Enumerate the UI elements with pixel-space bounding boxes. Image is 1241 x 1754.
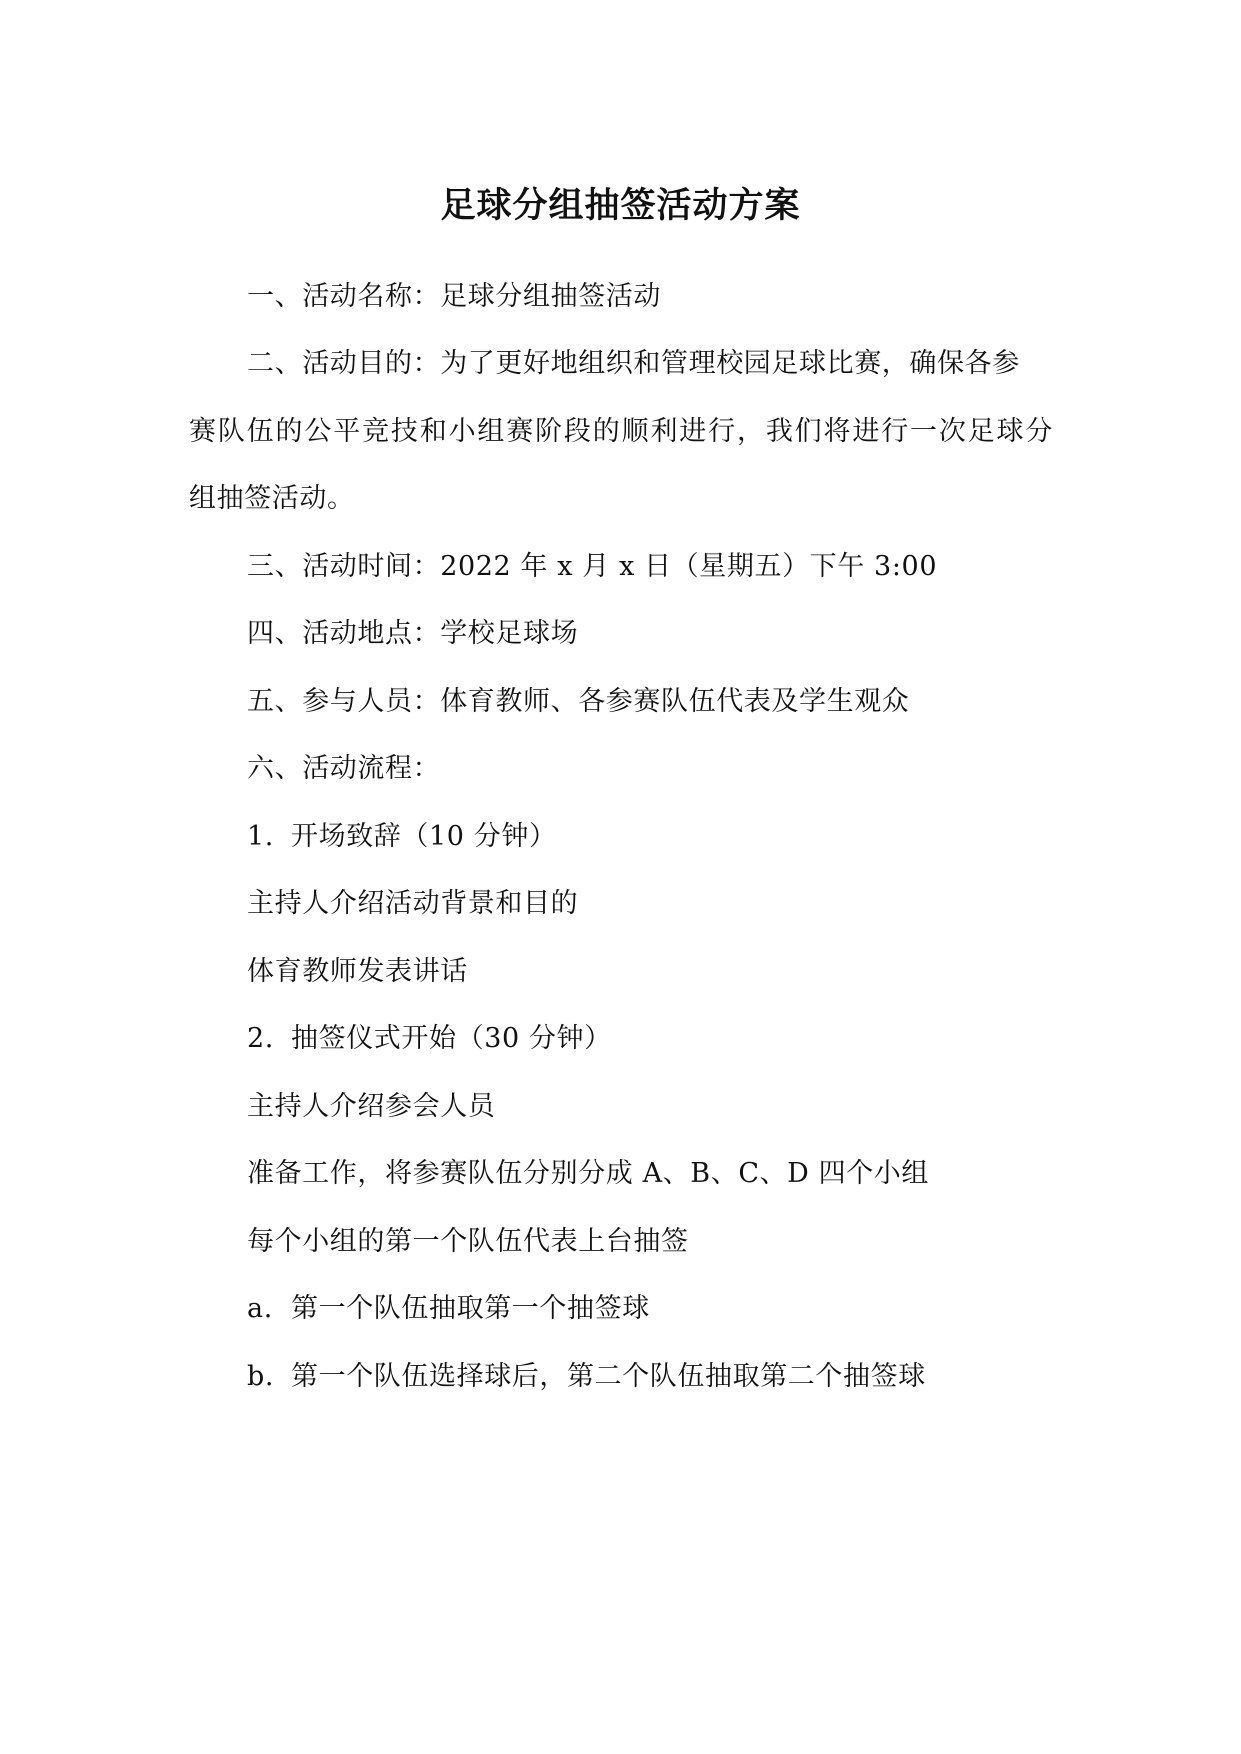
activity-purpose-line-1: 二、活动目的：为了更好地组织和管理校园足球比赛，确保各参	[247, 348, 1020, 379]
step-2-item-1: 主持人介绍参会人员	[247, 1091, 496, 1122]
activity-purpose-line-2: 赛队伍的公平竞技和小组赛阶段的顺利进行，我们将进行一次足球分	[189, 416, 1053, 447]
step-1-text: 开场致辞（10 分钟）	[291, 821, 557, 852]
step-1-heading	[247, 817, 557, 857]
activity-name-line: 一、活动名称：足球分组抽签活动	[247, 281, 661, 312]
participants-line: 五、参与人员：体育教师、各参赛队伍代表及学生观众	[247, 686, 910, 717]
sub-step-a-text: 第一个队伍抽取第一个抽签球	[291, 1293, 650, 1324]
step-1-marker: 1.	[247, 821, 274, 852]
step-2-marker: 2.	[247, 1023, 274, 1054]
sub-step-b-marker: b.	[247, 1361, 275, 1392]
step-2-item-3: 每个小组的第一个队伍代表上台抽签	[247, 1226, 689, 1257]
activity-time-line: 三、活动时间：2022 年 x 月 x 日（星期五）下午 3:00	[247, 551, 938, 582]
sub-step-b	[247, 1357, 926, 1397]
step-1-item-2: 体育教师发表讲话	[247, 956, 468, 987]
sub-step-a	[247, 1289, 650, 1329]
step-1-item-1: 主持人介绍活动背景和目的	[247, 888, 579, 919]
step-2-item-2: 准备工作，将参赛队伍分别分成 A、B、C、D 四个小组	[247, 1158, 930, 1189]
step-2-text: 抽签仪式开始（30 分钟）	[291, 1023, 612, 1054]
document-title: 足球分组抽签活动方案	[440, 185, 801, 226]
sub-step-b-text: 第一个队伍选择球后，第二个队伍抽取第二个抽签球	[291, 1361, 926, 1392]
activity-location-line: 四、活动地点：学校足球场	[247, 618, 579, 649]
step-2-heading	[247, 1019, 612, 1059]
sub-step-a-marker: a.	[247, 1293, 273, 1324]
activity-purpose-line-3: 组抽签活动。	[189, 483, 355, 514]
activity-process-heading: 六、活动流程：	[247, 753, 441, 784]
